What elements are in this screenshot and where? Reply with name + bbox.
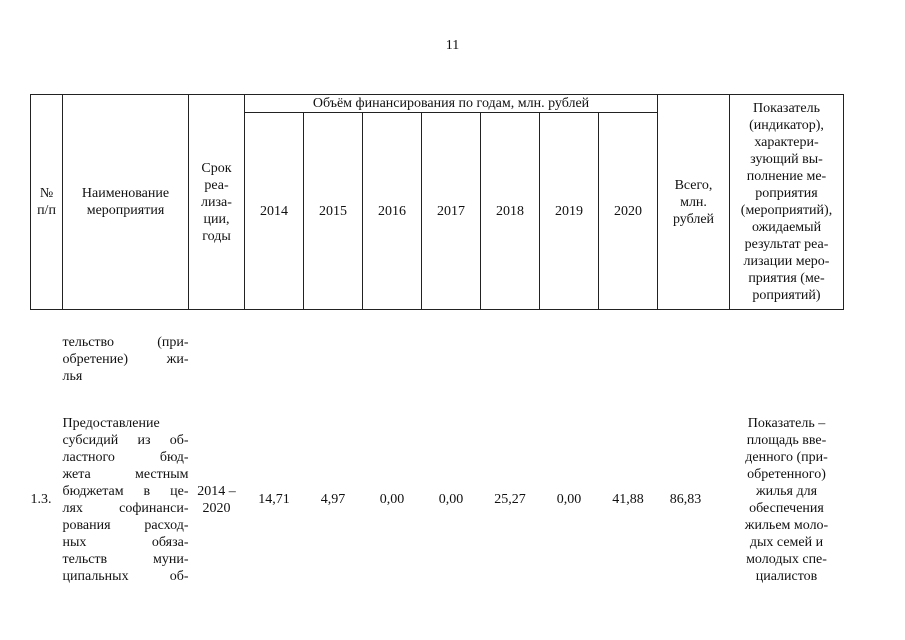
page-number: 11	[445, 38, 460, 53]
header-indicator: Показатель (индикатор), характери- зующий вы- полнение ме- роприятия (мероприятий), ожидаемый результат реа- лизации меро- приятия (ме- роприятий)	[730, 95, 844, 310]
header-total: Всего, млн. рублей	[658, 95, 730, 310]
header-year-2018: 2018	[481, 113, 540, 310]
value-total: 86,83	[669, 492, 702, 507]
value-2019: 0,00	[556, 492, 582, 507]
header-year-2014: 2014	[245, 113, 304, 310]
value-2014: 14,71	[258, 492, 290, 507]
header-funding-title: Объём финансирования по годам, млн. рублей	[245, 95, 658, 113]
header-term: Срок реа- лиза- ции, годы	[189, 95, 245, 310]
continuation-name-cell: тельство (при- обретение) жи- лья	[62, 335, 189, 385]
row-number: 1.3.	[30, 492, 52, 507]
value-2017: 0,00	[438, 492, 464, 507]
header-year-2016: 2016	[363, 113, 422, 310]
row-name-cell: Предоставление субсидий из об- ластного бюд- жета местным бюджетам в це- лях софинанси- рования расход- ных обяза- тельств муни- ципальных об-	[62, 415, 189, 584]
value-2015: 4,97	[320, 492, 346, 507]
header-year-2015: 2015	[304, 113, 363, 310]
financing-table	[30, 94, 844, 590]
row-term-cell: 2014 – 2020	[197, 483, 236, 516]
row-indicator-cell: Показатель – площадь вве- денного (при- обретенного) жилья для обеспечения жильем моло- дых семей и молодых спе- циалистов	[744, 415, 829, 584]
header-year-2017: 2017	[422, 113, 481, 310]
header-year-2020: 2020	[599, 113, 658, 310]
header-year-2019: 2019	[540, 113, 599, 310]
value-2018: 25,27	[494, 492, 526, 507]
value-2016: 0,00	[379, 492, 405, 507]
table-row-1-3	[31, 410, 844, 590]
header-number: № п/п	[31, 95, 63, 310]
value-2020: 41,88	[612, 492, 644, 507]
table-row-continuation	[31, 310, 844, 410]
header-event-name: Наименование мероприятия	[63, 95, 189, 310]
